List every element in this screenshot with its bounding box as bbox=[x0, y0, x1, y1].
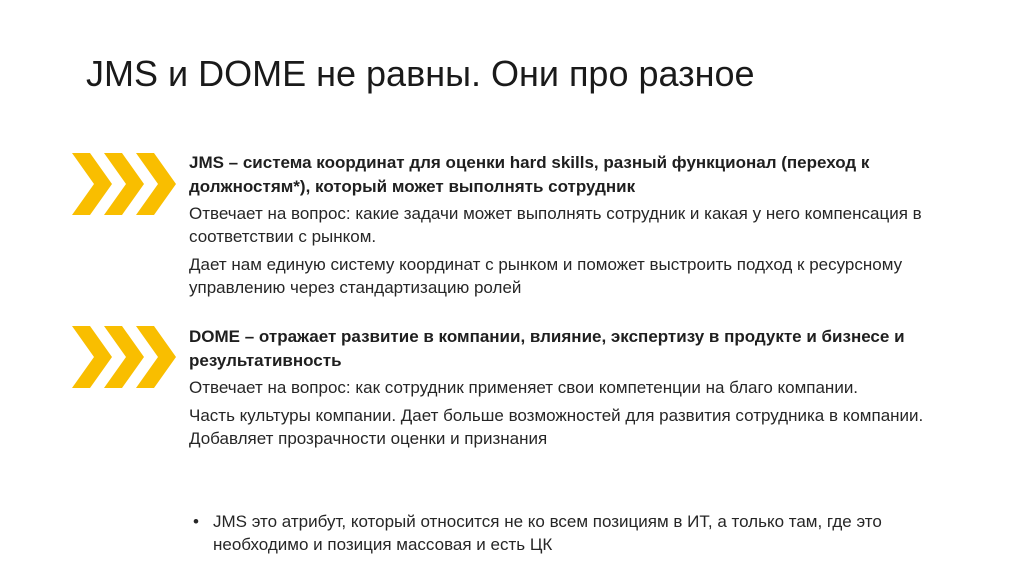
dome-paragraph-question: Отвечает на вопрос: как сотрудник применяет свои компетенции на благо компании. bbox=[189, 378, 859, 397]
bullet-marker: • bbox=[193, 512, 199, 531]
jms-paragraph-coordinates: Дает нам единую систему координат с рынком и поможет выстроить подход к ресурсному управлению через стандартизацию ролей bbox=[189, 255, 903, 297]
triple-chevron-icon bbox=[72, 153, 178, 215]
jms-heading: JMS – система координат для оценки hard skills, разный функционал (переход к должностям*), который может выполнять сотрудник bbox=[189, 153, 870, 196]
jms-paragraph-question: Отвечает на вопрос: какие задачи может выполнять сотрудник и какая у него компенсация в соответствии с рынком. bbox=[189, 204, 922, 246]
jms-attribute-bullet bbox=[193, 510, 973, 556]
bullet-text: JMS это атрибут, который относится не ко всем позициям в ИТ, а только там, где это необходимо и позиция массовая и есть ЦК bbox=[213, 512, 882, 554]
dome-paragraph-culture: Часть культуры компании. Дает больше возможностей для развития сотрудника в компании. Добавляет прозрачности оценки и признания bbox=[189, 406, 924, 448]
dome-block bbox=[189, 325, 949, 455]
slide-title: JMS и DOME не равны. Они про разное bbox=[86, 53, 755, 94]
triple-chevron-icon bbox=[72, 326, 178, 388]
jms-block bbox=[189, 151, 949, 304]
dome-heading: DOME – отражает развитие в компании, влияние, экспертизу в продукте и бизнесе и результативность bbox=[189, 327, 905, 370]
